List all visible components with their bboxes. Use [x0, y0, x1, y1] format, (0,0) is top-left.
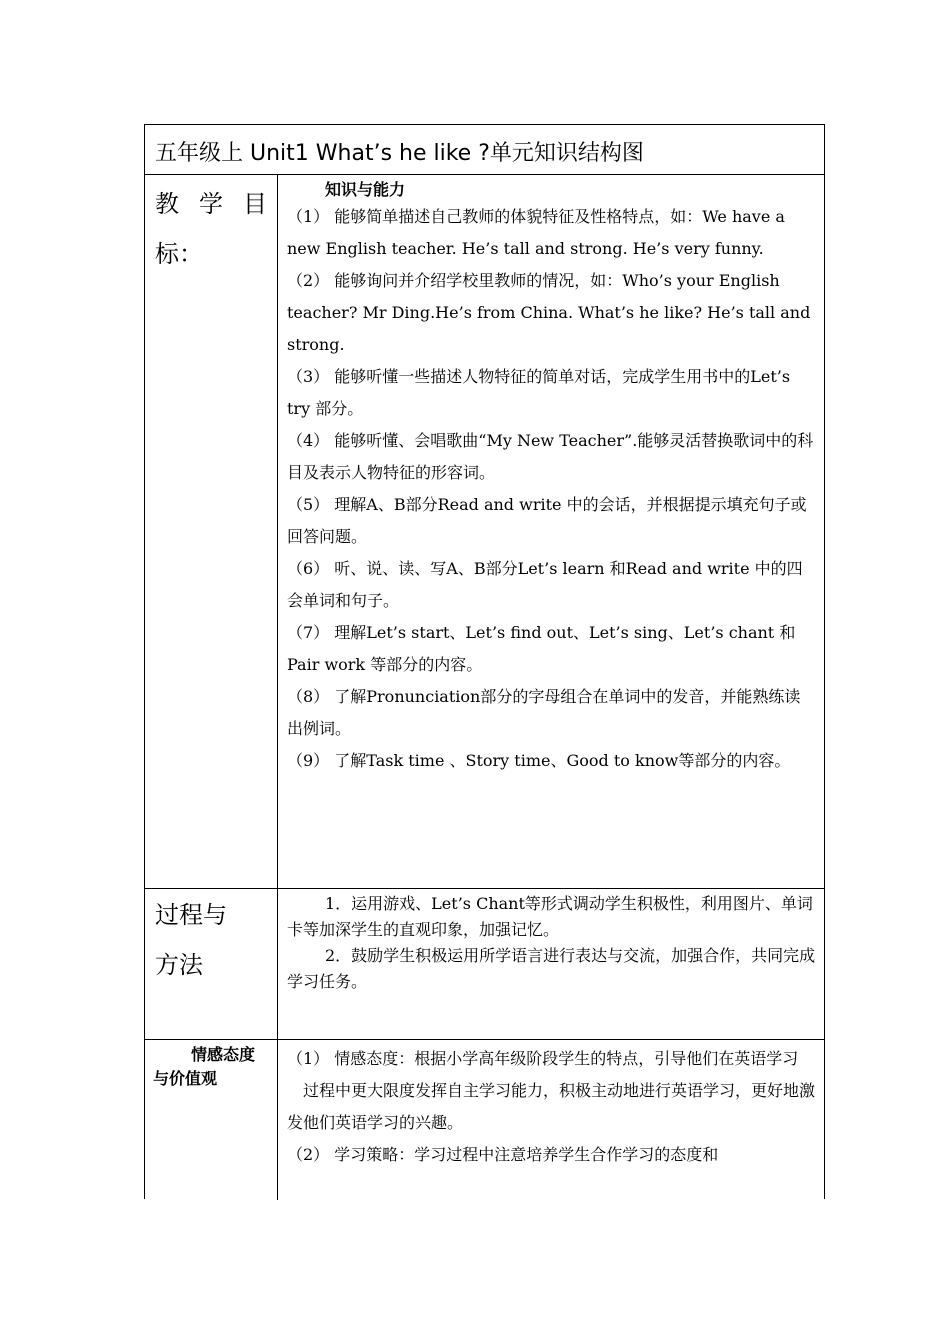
goals-label-char: 学	[199, 190, 223, 218]
goal-item: （9） 了解Task time 、Story time、Good to know等部分的内容。	[287, 751, 791, 770]
column-divider	[277, 175, 278, 1200]
process-label-line2: 方法	[155, 951, 203, 979]
goals-subheading: 知识与能力	[325, 180, 406, 199]
goals-label-line2: 标：	[155, 240, 203, 268]
row-divider	[145, 1039, 824, 1040]
goals-label	[155, 179, 267, 279]
process-content	[287, 891, 817, 995]
attitude-label-line1: 情感态度	[191, 1045, 256, 1064]
process-label	[155, 890, 227, 990]
row-divider	[145, 888, 824, 889]
goal-item: （5） 理解A、B部分Read and write 中的会话，并根据提示填充句子或 回答问题。	[287, 495, 807, 546]
attitude-content	[287, 1043, 817, 1171]
process-label-line1: 过程与	[155, 901, 227, 929]
attitude-label-line2: 与价值观	[153, 1069, 218, 1088]
goals-label-char: 目	[243, 190, 267, 218]
goals-content	[287, 179, 817, 777]
title-row	[145, 125, 824, 175]
attitude-item: （2） 学习策略：学习过程中注意培养学生合作学习的态度和	[287, 1145, 719, 1164]
goal-item: （3） 能够听懂一些描述人物特征的简单对话，完成学生用书中的Let’s try 部分。	[287, 367, 791, 418]
attitude-item-continuation: 过程中更大限度发挥自主学习能力，积极主动地进行英语学习，更好地激发他们英语学习的兴趣。	[287, 1081, 816, 1132]
table-title: 五年级上 Unit1 What’s he like ?单元知识结构图	[155, 141, 644, 166]
attitude-label	[153, 1043, 271, 1091]
goal-item: （8） 了解Pronunciation部分的字母组合在单词中的发音，并能熟练读 出例词。	[287, 687, 801, 738]
goal-item: （7） 理解Let’s start、Let’s find out、Let’s sing、Let’s chant 和Pair work 等部分的内容。	[287, 623, 796, 674]
process-item: 1．运用游戏、Let’s Chant等形式调动学生积极性，利用图片、单词卡等加深学生的直观印象，加强记忆。	[287, 894, 813, 939]
goals-label-char: 教	[155, 190, 179, 218]
process-item: 2．鼓励学生积极运用所学语言进行表达与交流，加强合作，共同完成学习任务。	[287, 946, 816, 991]
goal-item: （6） 听、说、读、写A、B部分Let’s learn 和Read and write 中的四 会单词和句子。	[287, 559, 803, 610]
goal-item: （1） 能够简单描述自己教师的体貌特征及性格特点，如：We have a new English teacher. He’s tall and strong. He’s very funny.	[287, 207, 785, 258]
goal-item: （4） 能够听懂、会唱歌曲“My New Teacher”.能够灵活替换歌词中的科目及表示人物特征的形容词。	[287, 431, 814, 482]
knowledge-structure-table	[144, 124, 825, 1199]
attitude-item: （1） 情感态度：根据小学高年级阶段学生的特点，引导他们在英语学习	[287, 1049, 799, 1068]
goal-item: （2） 能够询问并介绍学校里教师的情况，如：Who’s your English teacher? Mr Ding.He’s from China. What’s he like? He’s tall and strong.	[287, 271, 811, 354]
